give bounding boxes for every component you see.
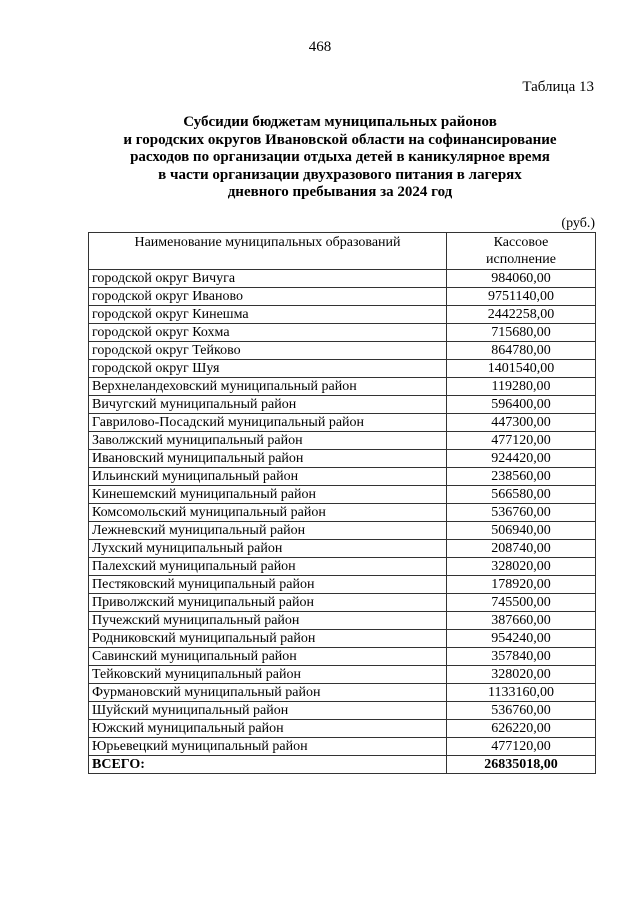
total-row	[89, 756, 596, 774]
table-row	[89, 612, 596, 630]
table-row	[89, 288, 596, 306]
row-name: Савинский муниципальный район	[89, 648, 447, 666]
row-amount: 238560,00	[447, 468, 596, 486]
row-amount: 178920,00	[447, 576, 596, 594]
table-header-row	[89, 233, 596, 270]
row-amount: 864780,00	[447, 342, 596, 360]
row-name: Фурмановский муниципальный район	[89, 684, 447, 702]
row-amount: 447300,00	[447, 414, 596, 432]
document-title	[80, 114, 600, 202]
table-row	[89, 504, 596, 522]
title-line: в части организации двухразового питания в лагерях	[158, 166, 522, 183]
table-row	[89, 594, 596, 612]
table-row	[89, 378, 596, 396]
header-amount-line: исполнение	[486, 252, 556, 267]
unit-label: (руб.)	[561, 216, 595, 231]
table-row	[89, 360, 596, 378]
row-amount: 328020,00	[447, 666, 596, 684]
total-label: ВСЕГО:	[89, 756, 447, 774]
table-row	[89, 414, 596, 432]
row-amount: 1133160,00	[447, 684, 596, 702]
table-row	[89, 684, 596, 702]
row-name: Лухский муниципальный район	[89, 540, 447, 558]
table-row	[89, 396, 596, 414]
title-line: Субсидии бюджетам муниципальных районов	[183, 114, 497, 130]
row-name: городской округ Иваново	[89, 288, 447, 306]
row-name: Комсомольский муниципальный район	[89, 504, 447, 522]
header-name-text: Наименование муниципальных образований	[134, 235, 401, 250]
row-name: Лежневский муниципальный район	[89, 522, 447, 540]
row-name: городской округ Кинешма	[89, 306, 447, 324]
table-row	[89, 486, 596, 504]
row-amount: 984060,00	[447, 270, 596, 288]
header-name	[89, 233, 447, 270]
row-name: Гаврилово-Посадский муниципальный район	[89, 414, 447, 432]
row-name: Ильинский муниципальный район	[89, 468, 447, 486]
table-row	[89, 576, 596, 594]
table-row	[89, 522, 596, 540]
row-amount: 119280,00	[447, 378, 596, 396]
total-amount: 26835018,00	[447, 756, 596, 774]
row-name: Пучежский муниципальный район	[89, 612, 447, 630]
row-name: Заволжский муниципальный район	[89, 432, 447, 450]
row-name: Приволжский муниципальный район	[89, 594, 447, 612]
subsidies-table	[88, 232, 596, 774]
row-amount: 626220,00	[447, 720, 596, 738]
row-amount: 208740,00	[447, 540, 596, 558]
row-amount: 566580,00	[447, 486, 596, 504]
row-name: Юрьевецкий муниципальный район	[89, 738, 447, 756]
table-row	[89, 324, 596, 342]
row-amount: 9751140,00	[447, 288, 596, 306]
table-row	[89, 630, 596, 648]
table-row	[89, 432, 596, 450]
row-name: Пестяковский муниципальный район	[89, 576, 447, 594]
table-row	[89, 666, 596, 684]
row-amount: 745500,00	[447, 594, 596, 612]
row-amount: 328020,00	[447, 558, 596, 576]
row-amount: 1401540,00	[447, 360, 596, 378]
table-row	[89, 720, 596, 738]
row-name: Шуйский муниципальный район	[89, 702, 447, 720]
row-amount: 924420,00	[447, 450, 596, 468]
row-name: Вичугский муниципальный район	[89, 396, 447, 414]
header-amount	[447, 233, 596, 270]
table-row	[89, 648, 596, 666]
row-amount: 2442258,00	[447, 306, 596, 324]
table-row	[89, 270, 596, 288]
row-name: Кинешемский муниципальный район	[89, 486, 447, 504]
row-name: Верхнеландеховский муниципальный район	[89, 378, 447, 396]
row-amount: 387660,00	[447, 612, 596, 630]
row-name: Тейковский муниципальный район	[89, 666, 447, 684]
row-amount: 477120,00	[447, 738, 596, 756]
table-row	[89, 540, 596, 558]
row-amount: 506940,00	[447, 522, 596, 540]
row-amount: 357840,00	[447, 648, 596, 666]
row-amount: 715680,00	[447, 324, 596, 342]
table-label: Таблица 13	[522, 79, 594, 95]
row-name: городской округ Кохма	[89, 324, 447, 342]
table-row	[89, 342, 596, 360]
title-line: дневного пребывания за 2024 год	[227, 184, 453, 200]
row-amount: 536760,00	[447, 702, 596, 720]
row-name: городской округ Шуя	[89, 360, 447, 378]
row-name: городской округ Тейково	[89, 342, 447, 360]
table-row	[89, 738, 596, 756]
row-amount: 477120,00	[447, 432, 596, 450]
title-line: и городских округов Ивановской области на софинансирование	[123, 131, 557, 148]
title-line: расходов по организации отдыха детей в каникулярное время	[130, 149, 550, 165]
row-amount: 596400,00	[447, 396, 596, 414]
page-number: 468	[308, 39, 332, 55]
row-name: Южский муниципальный район	[89, 720, 447, 738]
table-row	[89, 450, 596, 468]
row-name: Ивановский муниципальный район	[89, 450, 447, 468]
row-name: Родниковский муниципальный район	[89, 630, 447, 648]
table-row	[89, 468, 596, 486]
row-name: Палехский муниципальный район	[89, 558, 447, 576]
table-row	[89, 558, 596, 576]
row-amount: 536760,00	[447, 504, 596, 522]
table-row	[89, 306, 596, 324]
row-amount: 954240,00	[447, 630, 596, 648]
row-name: городской округ Вичуга	[89, 270, 447, 288]
table-row	[89, 702, 596, 720]
header-amount-line: Кассовое	[493, 235, 549, 250]
